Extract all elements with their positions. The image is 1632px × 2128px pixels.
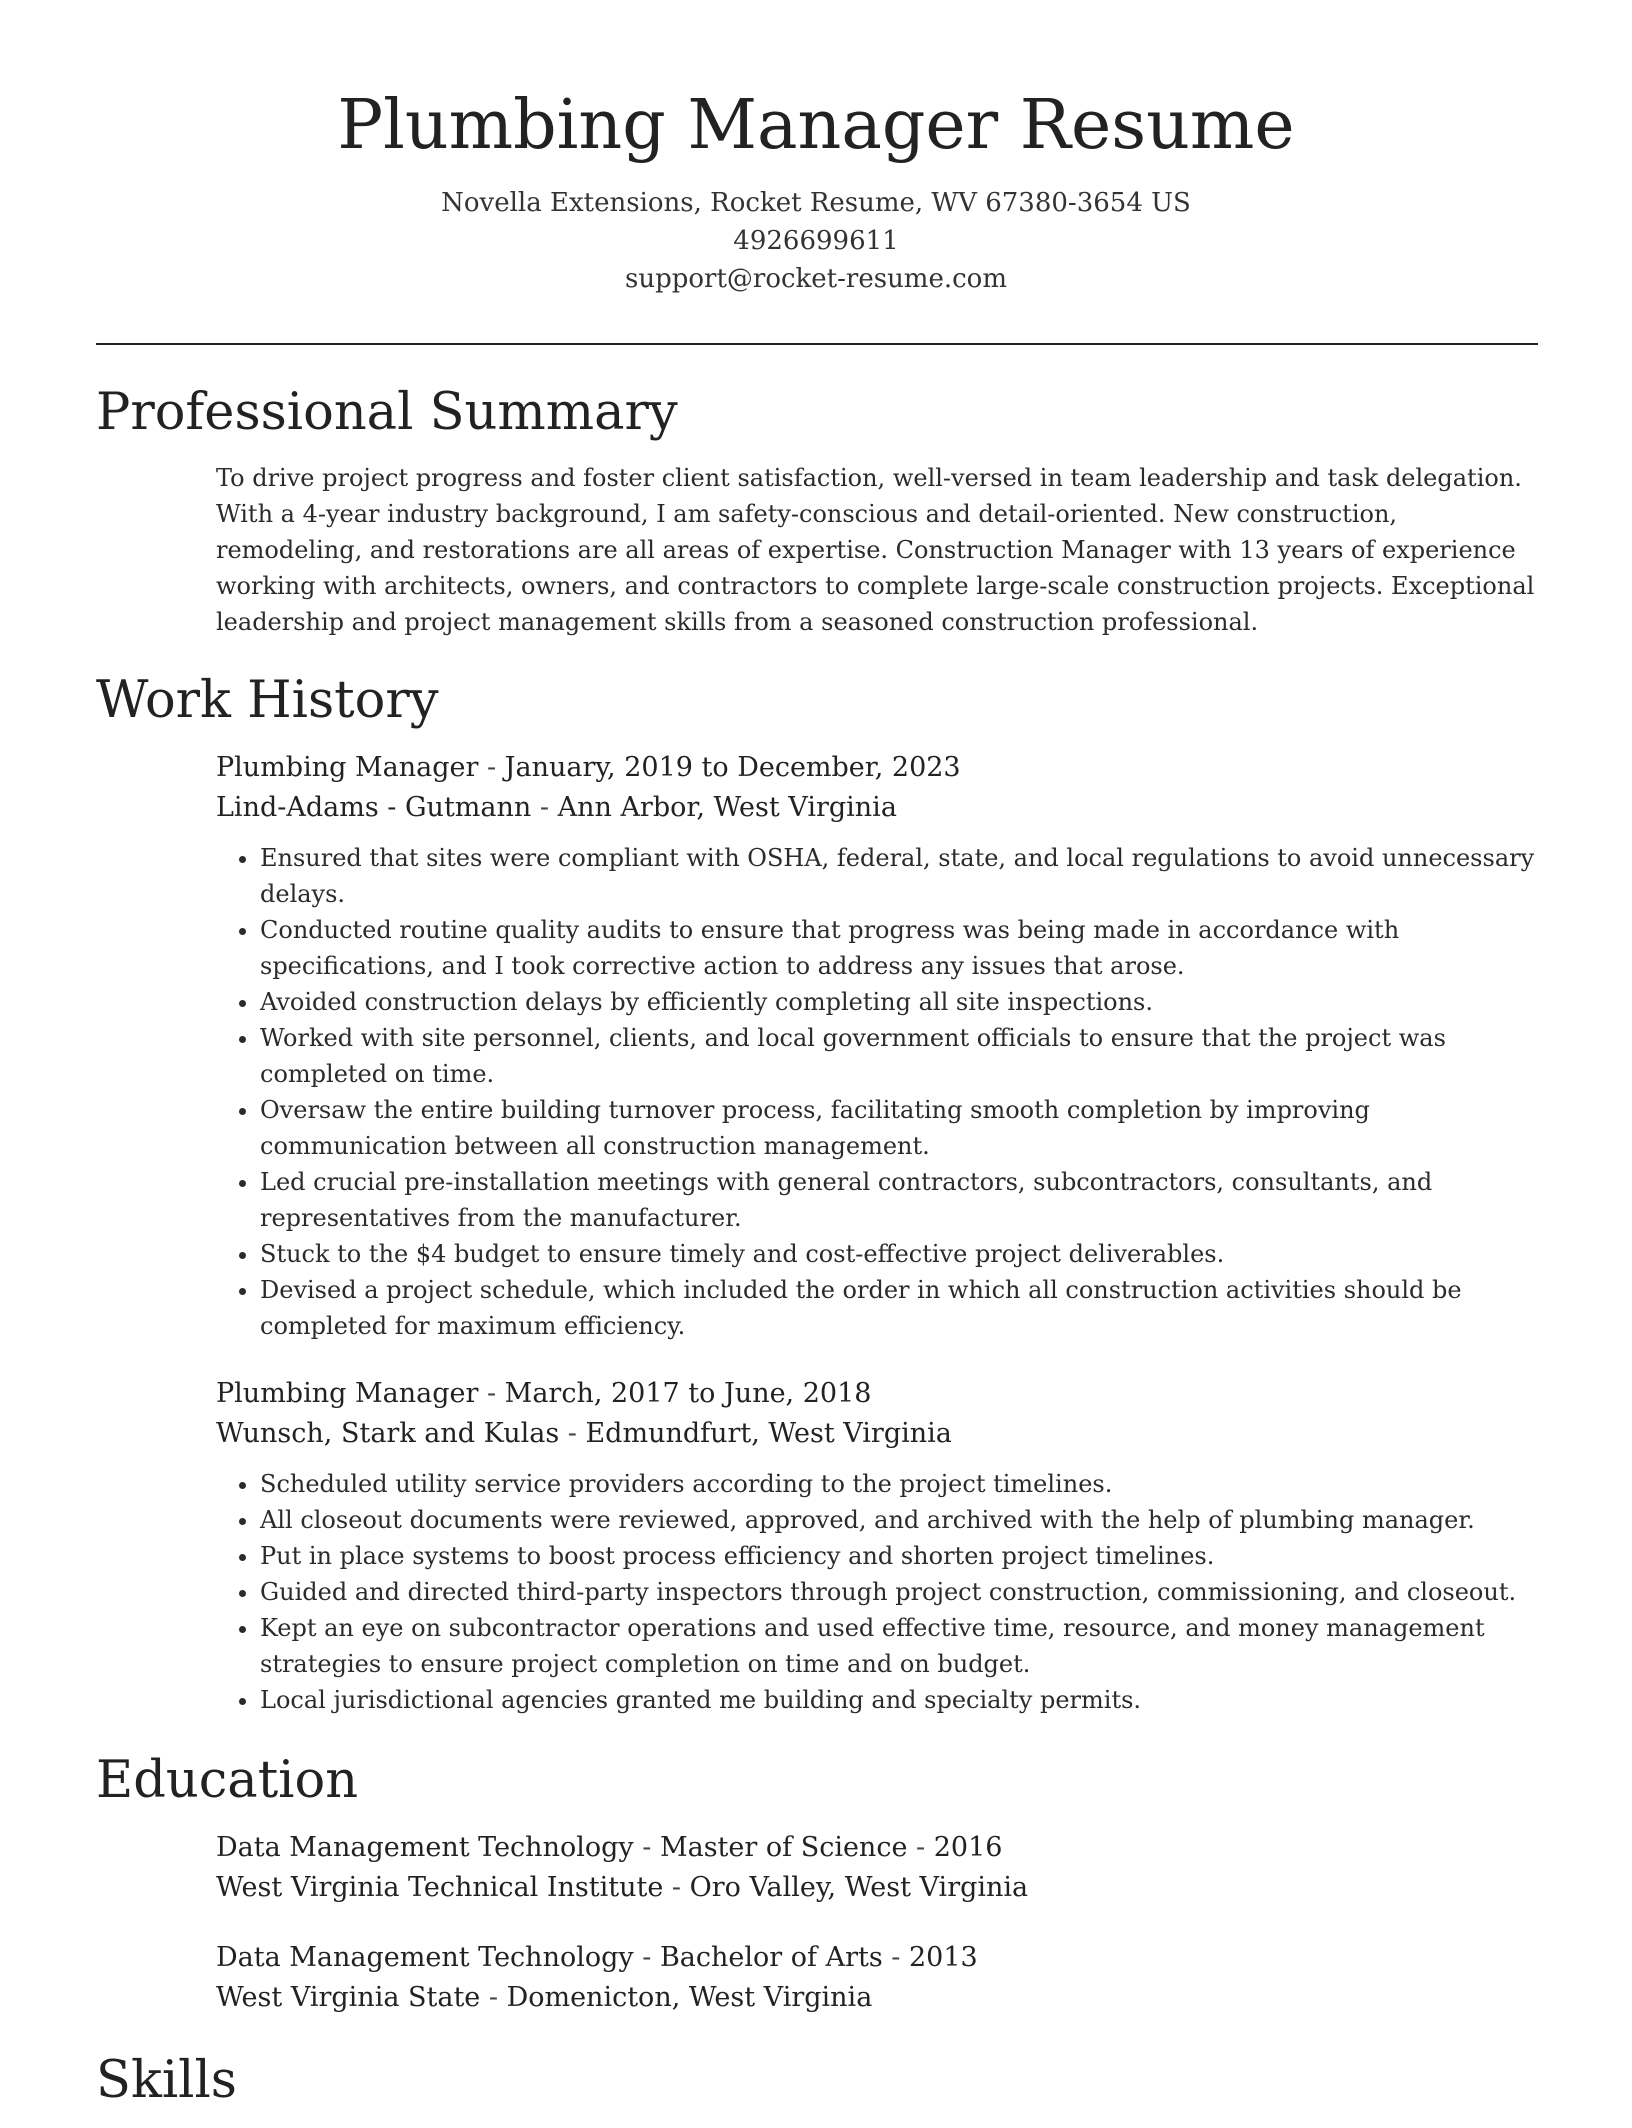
degree-line <box>216 1938 1538 1978</box>
resume-header <box>0 0 1632 298</box>
separator: - <box>633 1942 660 1973</box>
list-item: • Ensured that sites were compliant with OSHA, federal, state, and local regulations to avoid unnecessary delays. <box>260 840 1538 912</box>
job-company-line <box>216 788 1538 828</box>
separator: - <box>478 1378 505 1409</box>
job-bullet-list <box>216 840 1538 1344</box>
education-heading: Education <box>96 1751 359 1810</box>
resume-content <box>96 380 1538 2128</box>
separator: - <box>882 1942 909 1973</box>
work-history-section <box>96 668 1538 1718</box>
address: Novella Extensions, Rocket Resume, WV 67380-3654 US <box>441 188 1191 218</box>
job-dates: January, 2019 to December, 2023 <box>504 752 961 783</box>
job-bullet-list <box>216 1466 1538 1718</box>
list-item: • Put in place systems to boost process efficiency and shorten project timelines. <box>260 1538 1538 1574</box>
summary-heading: Professional Summary <box>96 383 678 442</box>
school-line <box>216 1868 1538 1908</box>
job-title: Plumbing Manager <box>216 752 479 783</box>
job-company: Lind-Adams - Gutmann <box>216 792 532 823</box>
school-name: West Virginia Technical Institute <box>216 1872 664 1903</box>
job-title: Plumbing Manager <box>216 1378 479 1409</box>
degree-year: 2016 <box>933 1832 1003 1863</box>
contact-block <box>0 184 1632 298</box>
school-line <box>216 1978 1538 2018</box>
job-location: Edmundfurt, West Virginia <box>585 1418 952 1449</box>
list-item: • Guided and directed third-party inspectors through project construction, commissioning, and closeout. <box>260 1574 1538 1610</box>
degree-line <box>216 1828 1538 1868</box>
summary-section <box>96 380 1538 640</box>
list-item: • Local jurisdictional agencies granted me building and specialty permits. <box>260 1682 1538 1718</box>
skills-section <box>96 2048 1538 2114</box>
separator: - <box>478 752 505 783</box>
list-item: • Worked with site personnel, clients, and local government officials to ensure that the project was completed on time. <box>260 1020 1538 1092</box>
school-location: Domenicton, West Virginia <box>506 1982 873 2013</box>
list-item: • Avoided construction delays by efficiently completing all site inspections. <box>260 984 1538 1020</box>
job-title-line <box>216 748 1538 788</box>
education-section <box>96 1748 1538 2018</box>
list-item: • Led crucial pre-installation meetings with general contractors, subcontractors, consultants, and representatives from the manufacturer. <box>260 1164 1538 1236</box>
list-item: • Devised a project schedule, which included the order in which all construction activities should be completed for maximum efficiency. <box>260 1272 1538 1344</box>
separator: - <box>531 792 558 823</box>
work-history-heading: Work History <box>96 671 439 730</box>
education-entry <box>216 1828 1538 1908</box>
separator: - <box>633 1832 660 1863</box>
list-item: • Conducted routine quality audits to ensure that progress was being made in accordance with specifications, and I took corrective action to address any issues that arose. <box>260 912 1538 984</box>
separator: - <box>663 1872 690 1903</box>
job-entry <box>216 748 1538 1344</box>
header-divider <box>96 343 1538 345</box>
phone: 4926699611 <box>733 226 899 256</box>
list-item: • Kept an eye on subcontractor operations and used effective time, resource, and money management strategies to ensure project completion on time and on budget. <box>260 1610 1538 1682</box>
job-location: Ann Arbor, West Virginia <box>557 792 897 823</box>
degree-field: Data Management Technology <box>216 1832 634 1863</box>
page-title: Plumbing Manager Resume <box>337 86 1295 165</box>
list-item: • Scheduled utility service providers according to the project timelines. <box>260 1466 1538 1502</box>
list-item: • All closeout documents were reviewed, approved, and archived with the help of plumbing manager. <box>260 1502 1538 1538</box>
job-title-line <box>216 1374 1538 1414</box>
degree-year: 2013 <box>909 1942 978 1973</box>
school-name: West Virginia State <box>216 1982 481 2013</box>
education-entry <box>216 1938 1538 2018</box>
job-dates: March, 2017 to June, 2018 <box>504 1378 872 1409</box>
job-entry <box>216 1374 1538 1718</box>
skills-heading: Skills <box>96 2051 237 2110</box>
separator: - <box>907 1832 934 1863</box>
list-item: • Stuck to the $4 budget to ensure timely and cost-effective project deliverables. <box>260 1236 1538 1272</box>
email: support@rocket-resume.com <box>624 264 1007 294</box>
degree-type: Bachelor of Arts <box>659 1942 883 1973</box>
summary-text: To drive project progress and foster client satisfaction, well-versed in team leadership and task delegation. With a 4-year industry background, I am safety-conscious and detail-oriented. New construction, remodeling, and restorations are all areas of expertise. Construction Manager with 13 years of experience working with architects, owners, and contractors to complete large-scale construction projects. Exceptional leadership and project management skills from a seasoned construction professional. <box>216 464 1535 636</box>
list-item: • Oversaw the entire building turnover process, facilitating smooth completion by improving communication between all construction management. <box>260 1092 1538 1164</box>
separator: - <box>480 1982 507 2013</box>
job-company: Wunsch, Stark and Kulas <box>216 1418 560 1449</box>
job-company-line <box>216 1414 1538 1454</box>
degree-field: Data Management Technology <box>216 1942 634 1973</box>
degree-type: Master of Science <box>659 1832 908 1863</box>
separator: - <box>559 1418 586 1449</box>
school-location: Oro Valley, West Virginia <box>689 1872 1029 1903</box>
